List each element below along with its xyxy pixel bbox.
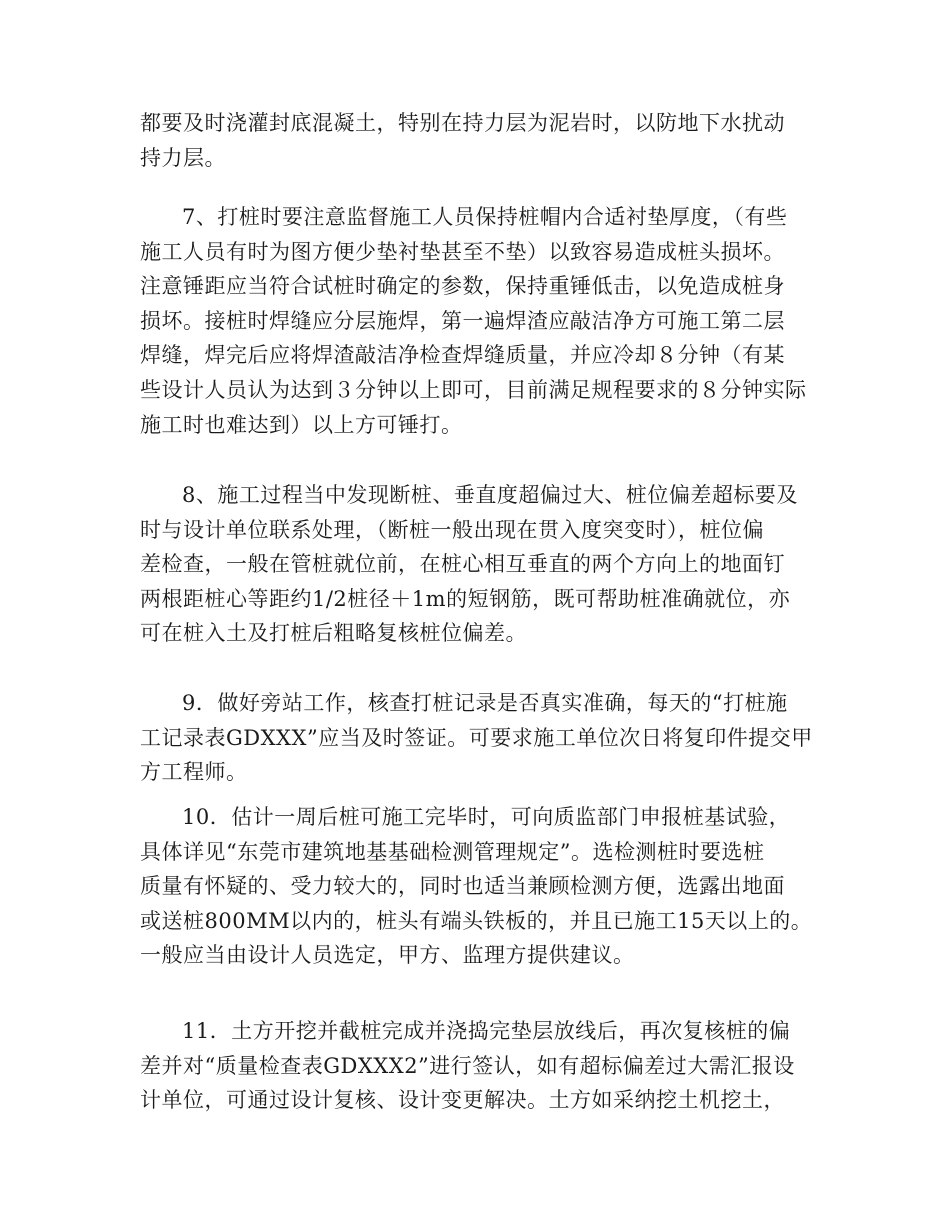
paragraph-item-7: 7、打桩时要注意监督施工人员保持桩帽内合适衬垫厚度，（有些 施工人员有时为图方便少垫衬垫甚至不垫）以致容易造成桩头损坏。 注意锤距应当符合试桩时确定的参数，保持重锤低击，以免造成桩身 损坏。接桩时焊缝应分层施焊，第一遍焊渣应敲洁净方可施工第二层 焊缝，焊完后应将焊渣敲洁净检查焊缝质量，并应冷却８分钟（有某 些设计人员认为达到３分钟以上即可，目前满足规程要求的８分钟实际 施工时也难达到）以上方可锤打。 <box>140 205 807 437</box>
paragraph-item-8: 8、施工过程当中发现断桩、垂直度超偏过大、桩位偏差超标要及 时与设计单位联系处理，（断桩一般出现在贯入度突变时），桩位偏 差检查，一般在管桩就位前，在桩心相互垂直的两个方向上的地面钉 两根距桩心等距约1/2桩径＋1m的短钢筋，既可帮助桩准确就位，亦 可在桩入土及打桩后粗略复核桩位偏差。 <box>140 483 798 646</box>
paragraph-continuation: 都要及时浇灌封底混凝土，特别在持力层为泥岩时，以防地下水扰动 持力层。 <box>140 111 785 170</box>
paragraph-item-10: 10．估计一周后桩可施工完毕时，可向质监部门申报桩基试验， 具体详见“东莞市建筑地基基础检测管理规定”。选检测桩时要选桩 质量有怀疑的、受力较大的，同时也适当兼顾检测方便，选露出地面 或送桩800MM以内的，桩头有端头铁板的，并且已施工15天以上的。 一般应当由设计人员选定，甲方、监理方提供建议。 <box>140 805 813 968</box>
paragraph-item-11: 11．土方开挖并截桩完成并浇捣完垫层放线后，再次复核桩的偏 差并对“质量检查表GDXXX2”进行签认，如有超标偏差过大需汇报设 计单位，可通过设计复核、设计变更解决。土方如采纳挖土机挖土， <box>140 1019 795 1113</box>
paragraph-item-9: 9．做好旁站工作，核查打桩记录是否真实准确，每天的“打桩施 工记录表GDXXX”应当及时签证。可要求施工单位次日将复印件提交甲 方工程师。 <box>140 691 813 785</box>
